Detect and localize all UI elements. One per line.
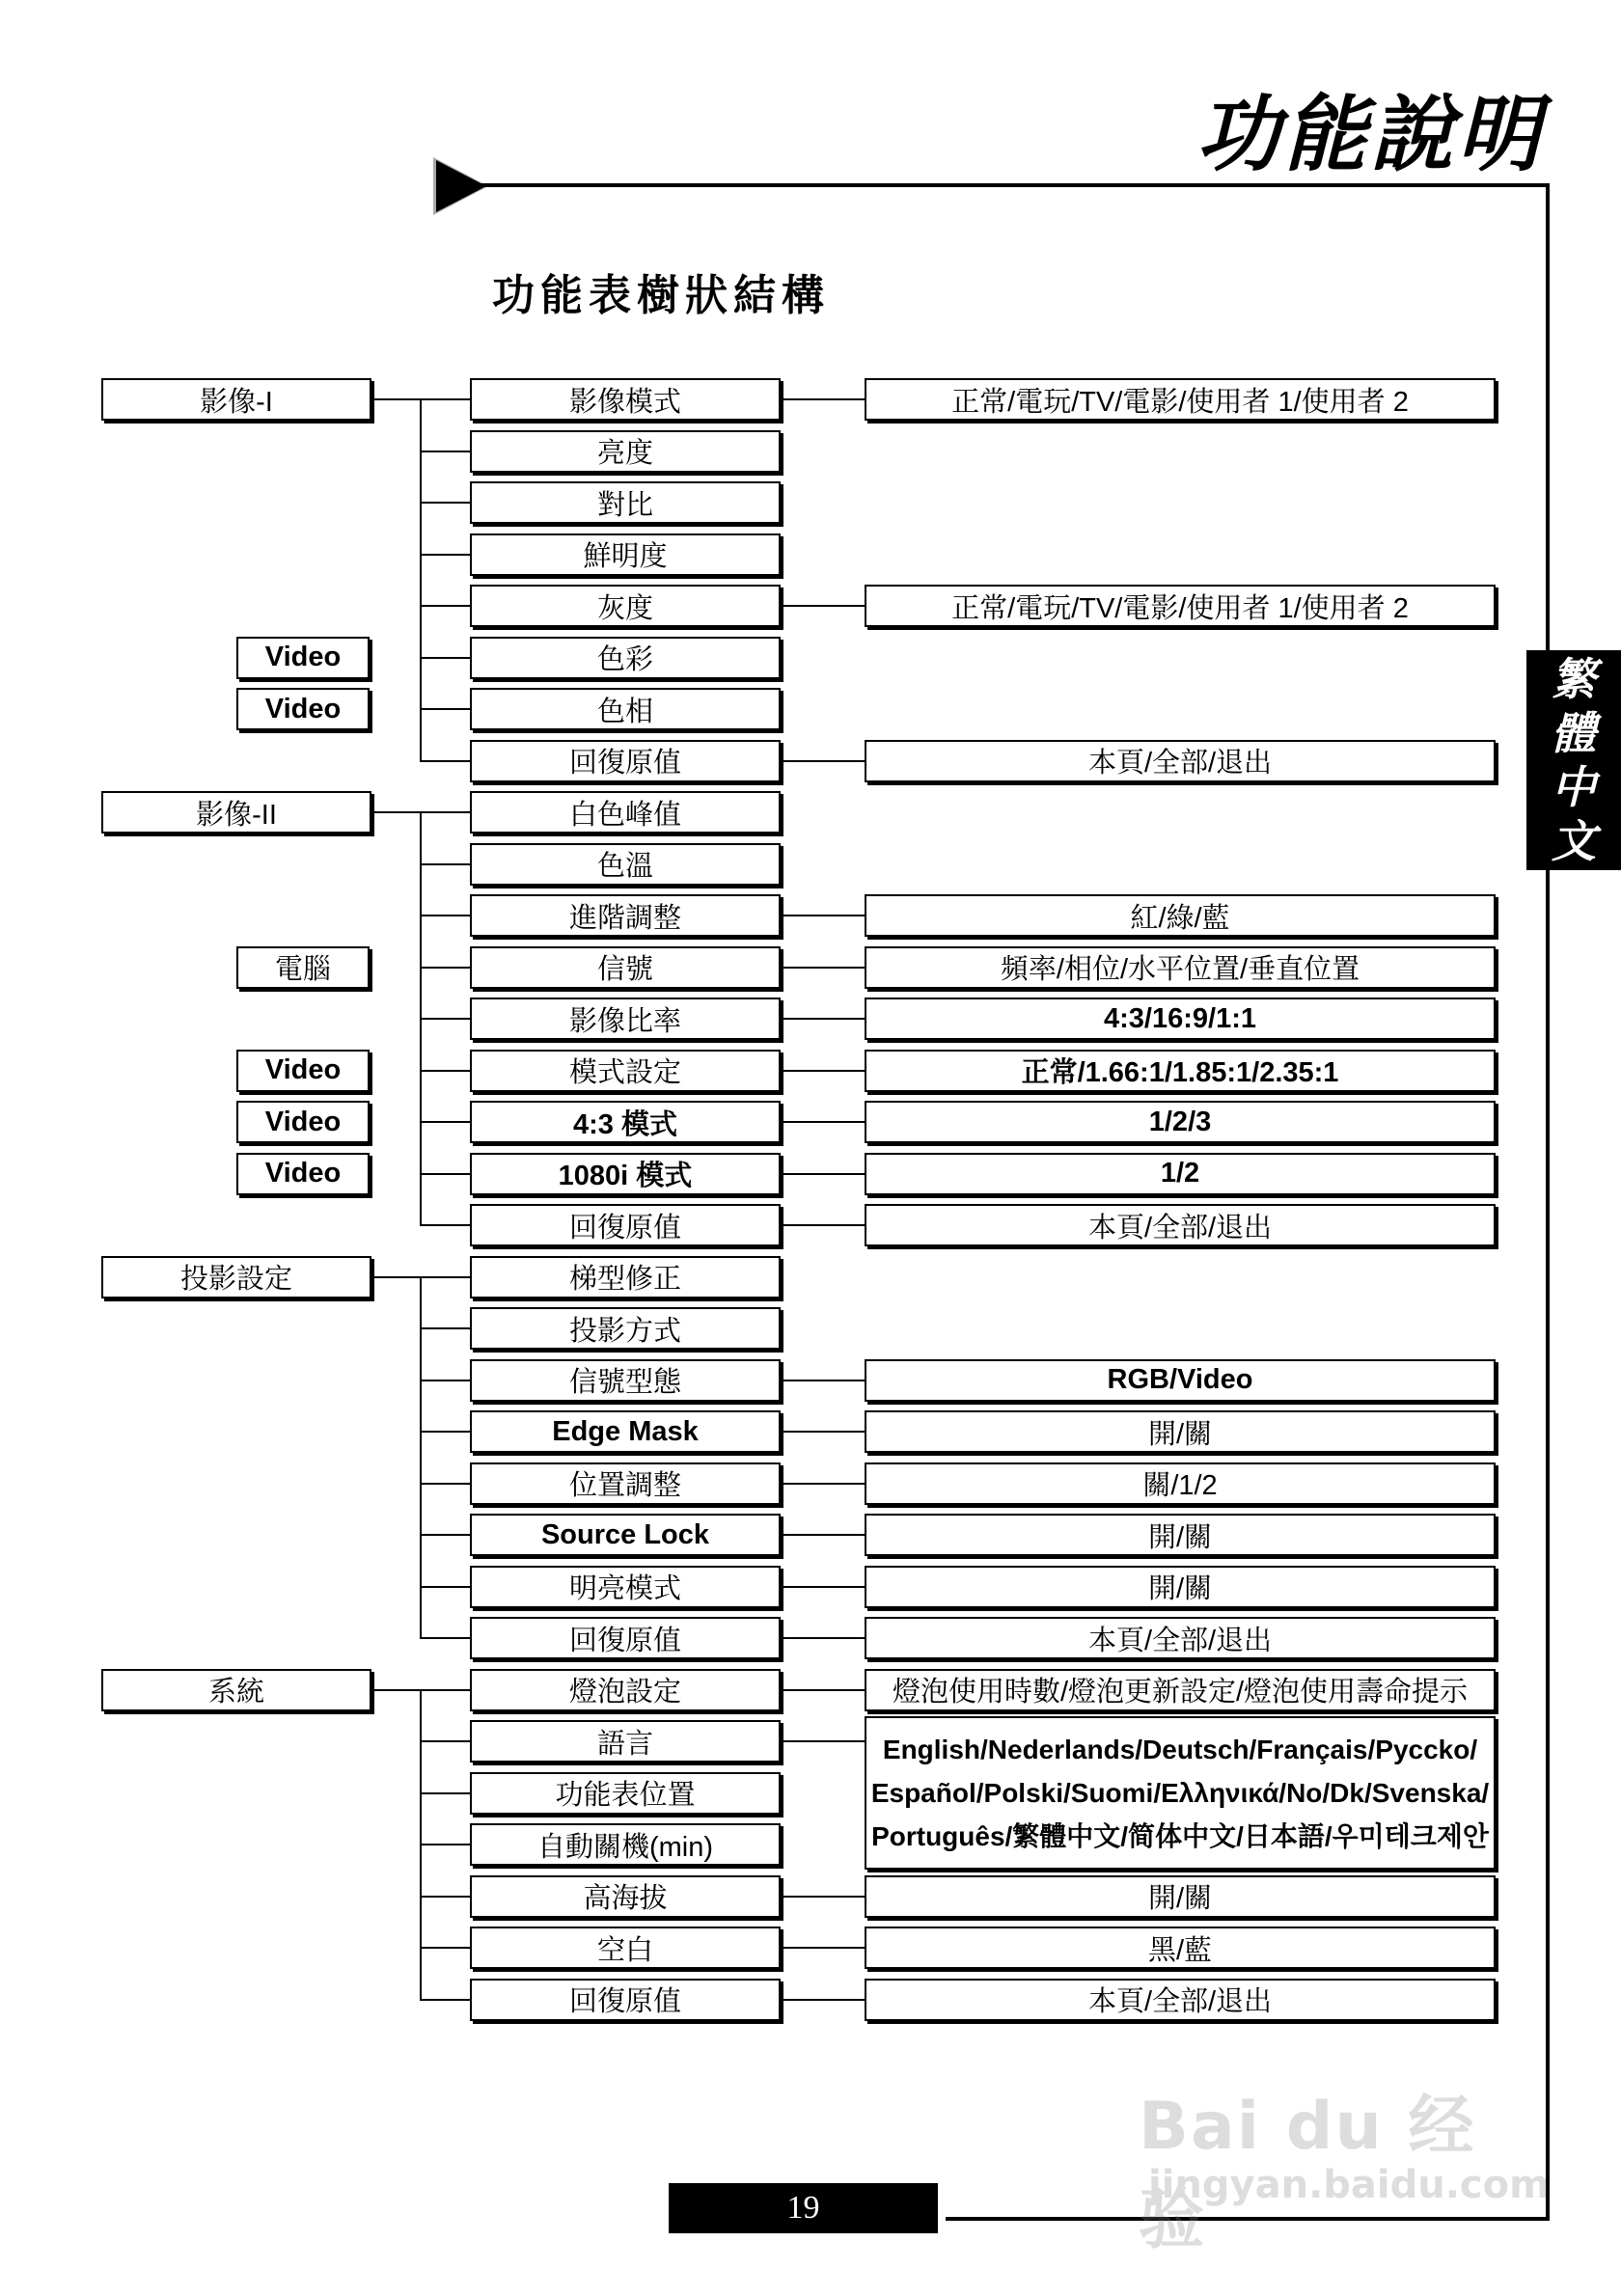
branch-line [420, 1483, 470, 1485]
branch-line [420, 1327, 470, 1329]
option-values-box: 頻率/相位/水平位置/垂直位置 [865, 946, 1496, 989]
branch-line [420, 708, 470, 710]
menu-item-box: 色溫 [470, 843, 781, 886]
option-values-box: 正常/1.66:1/1.85:1/2.35:1 [865, 1050, 1496, 1092]
menu-item-box: 進階調整 [470, 894, 781, 937]
menu-item-box: Edge Mask [470, 1410, 781, 1453]
menu-item-box: 影像比率 [470, 998, 781, 1040]
language-options-line: Español/Polski/Suomi/Eλληνικά/No/Dk/Svenska/ [870, 1778, 1490, 1808]
option-connector-line [781, 1534, 865, 1536]
menu-item-box: 高海拔 [470, 1875, 781, 1918]
menu-item-box: 功能表位置 [470, 1772, 781, 1815]
menu-group-box: 影像-I [101, 378, 371, 421]
section-heading: 功能表樹狀結構 [492, 271, 830, 320]
menu-item-box: 回復原值 [470, 1204, 781, 1246]
option-connector-line [781, 1947, 865, 1949]
menu-group-box: 投影設定 [101, 1256, 371, 1298]
branch-line [420, 1740, 470, 1742]
menu-item-box: 回復原值 [470, 1979, 781, 2021]
side-tab-char: 中 [1552, 761, 1596, 813]
option-values-box: 關/1/2 [865, 1462, 1496, 1505]
menu-group-box: 影像-II [101, 791, 371, 834]
language-options-line: Português/繁體中文/简体中文/日本語/우미테크제안 [871, 1821, 1489, 1851]
option-connector-line [781, 1018, 865, 1020]
branch-line [420, 1380, 470, 1381]
menu-item-box: 投影方式 [470, 1307, 781, 1350]
branch-line [420, 554, 470, 556]
option-values-box: 燈泡使用時數/燈泡更新設定/燈泡使用壽命提示 [865, 1669, 1496, 1711]
option-values-box: 開/關 [865, 1514, 1496, 1556]
branch-line [420, 451, 470, 452]
option-connector-line [781, 1637, 865, 1639]
branch-line [420, 502, 470, 504]
menu-item-box: 亮度 [470, 430, 781, 473]
option-connector-line [781, 1121, 865, 1123]
branch-line [420, 967, 470, 969]
menu-item-box: 1080i 模式 [470, 1153, 781, 1195]
branch-line [420, 1224, 470, 1226]
menu-item-box: 自動關機(min) [470, 1823, 781, 1866]
menu-item-box: 灰度 [470, 585, 781, 627]
menu-item-box: 白色峰值 [470, 791, 781, 834]
option-values-box: 本頁/全部/退出 [865, 1617, 1496, 1659]
option-connector-line [781, 398, 865, 400]
branch-line [420, 863, 470, 865]
option-values-box: RGB/Video [865, 1359, 1496, 1402]
menu-item-box: 模式設定 [470, 1050, 781, 1092]
branch-line [420, 1070, 470, 1072]
menu-item-box: 空白 [470, 1927, 781, 1969]
option-values-box: 本頁/全部/退出 [865, 1204, 1496, 1246]
branch-line [420, 1431, 470, 1433]
option-values-box: 黑/藍 [865, 1927, 1496, 1969]
side-tab-char: 文 [1552, 815, 1596, 867]
branch-line [420, 1018, 470, 1020]
menu-item-box: 梯型修正 [470, 1256, 781, 1298]
option-connector-line [781, 1380, 865, 1381]
menu-item-box: 語言 [470, 1720, 781, 1763]
menu-item-box: 位置調整 [470, 1462, 781, 1505]
menu-item-box: Source Lock [470, 1514, 781, 1556]
source-qualifier-box: Video [236, 1153, 370, 1195]
option-values-box: 1/2/3 [865, 1101, 1496, 1143]
menu-item-box: 燈泡設定 [470, 1669, 781, 1711]
branch-line [420, 1896, 470, 1898]
menu-item-box: 色彩 [470, 637, 781, 679]
branch-line [420, 1947, 470, 1949]
language-options-box [865, 1716, 1496, 1870]
watermark-brand: Bai du 经验 [1139, 2089, 1476, 2258]
language-options-line: English/Nederlands/Deutsch/Français/Pycckо/ [882, 1735, 1478, 1764]
branch-line [420, 1173, 470, 1175]
option-values-box: 4:3/16:9/1:1 [865, 998, 1496, 1040]
option-connector-line [781, 1896, 865, 1898]
option-connector-line [781, 1999, 865, 2001]
baidu-watermark [1139, 2074, 1550, 2258]
menu-item-box: 回復原值 [470, 1617, 781, 1659]
menu-item-box: 對比 [470, 481, 781, 524]
branch-line [420, 1121, 470, 1123]
menu-group-box: 系統 [101, 1669, 371, 1711]
watermark-url: jingyan.baidu.com [1148, 2163, 1550, 2207]
option-values-box: 1/2 [865, 1153, 1496, 1195]
option-values-box: 開/關 [865, 1566, 1496, 1608]
side-tab-char: 體 [1552, 707, 1596, 759]
option-connector-line [781, 605, 865, 607]
branch-line [420, 1999, 470, 2001]
option-connector-line [781, 915, 865, 916]
page-header-title: 功能說明 [1196, 87, 1544, 183]
page-number: 19 [669, 2183, 938, 2233]
option-connector-line [781, 1224, 865, 1226]
menu-item-box: 影像模式 [470, 378, 781, 421]
source-qualifier-box: 電腦 [236, 946, 370, 989]
menu-item-box: 鮮明度 [470, 533, 781, 576]
option-values-box: 正常/電玩/TV/電影/使用者 1/使用者 2 [865, 585, 1496, 627]
branch-line [420, 605, 470, 607]
option-connector-line [781, 1483, 865, 1485]
option-values-box: 開/關 [865, 1410, 1496, 1453]
branch-line [420, 657, 470, 659]
option-values-box: 正常/電玩/TV/電影/使用者 1/使用者 2 [865, 378, 1496, 421]
source-qualifier-box: Video [236, 637, 370, 679]
menu-item-box: 回復原值 [470, 740, 781, 782]
branch-line [420, 1534, 470, 1536]
option-connector-line [781, 1431, 865, 1433]
branch-line [420, 915, 470, 916]
option-values-box: 開/關 [865, 1875, 1496, 1918]
menu-item-box: 色相 [470, 688, 781, 730]
option-connector-line [781, 760, 865, 762]
option-values-box: 本頁/全部/退出 [865, 1979, 1496, 2021]
menu-item-box: 信號型態 [470, 1359, 781, 1402]
menu-item-box: 信號 [470, 946, 781, 989]
option-connector-line [781, 967, 865, 969]
option-connector-line [781, 1586, 865, 1588]
branch-line [420, 760, 470, 762]
menu-item-box: 明亮模式 [470, 1566, 781, 1608]
option-connector-line [781, 1740, 865, 1742]
side-tab-char: 繁 [1552, 653, 1596, 705]
branch-line [420, 1637, 470, 1639]
option-connector-line [781, 1689, 865, 1691]
option-values-box: 紅/綠/藍 [865, 894, 1496, 937]
option-values-box: 本頁/全部/退出 [865, 740, 1496, 782]
source-qualifier-box: Video [236, 1050, 370, 1092]
branch-line [420, 1586, 470, 1588]
branch-line [420, 1844, 470, 1845]
source-qualifier-box: Video [236, 1101, 370, 1143]
option-connector-line [781, 1070, 865, 1072]
menu-item-box: 4:3 模式 [470, 1101, 781, 1143]
option-connector-line [781, 1173, 865, 1175]
branch-line [420, 1792, 470, 1794]
source-qualifier-box: Video [236, 688, 370, 730]
